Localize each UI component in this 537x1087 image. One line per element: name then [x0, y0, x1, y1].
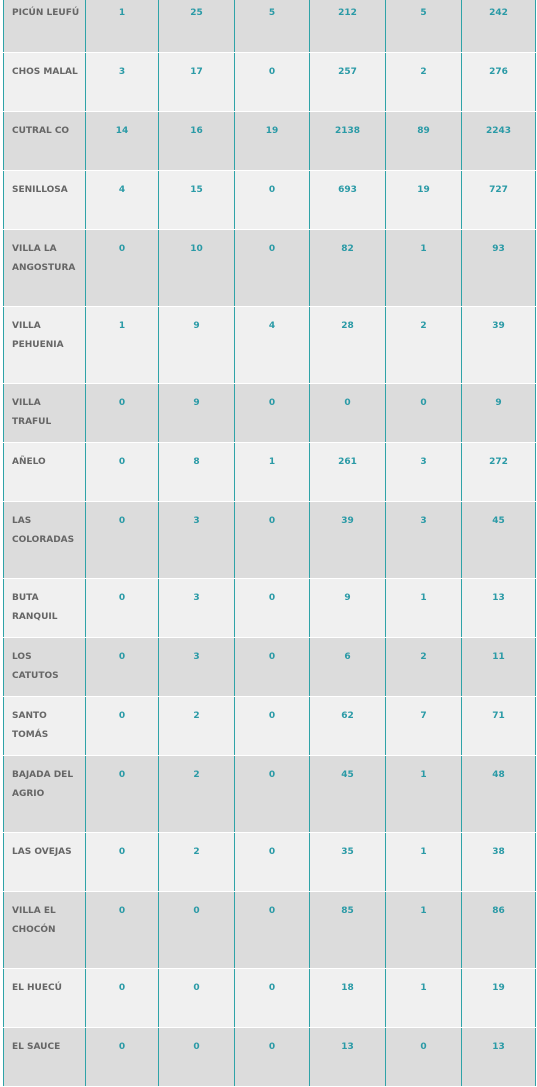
value-cell: 0: [86, 697, 159, 756]
value-cell: 0: [235, 579, 310, 638]
value-cell: 0: [386, 384, 462, 443]
value-cell: 1: [386, 230, 462, 307]
table-row: [4, 502, 536, 579]
total-cell: 9: [462, 384, 536, 443]
table-row: [4, 230, 536, 307]
value-cell: 13: [310, 1028, 386, 1087]
total-cell: 2243: [462, 112, 536, 171]
value-cell: 693: [310, 171, 386, 230]
total-cell: 19: [462, 969, 536, 1028]
value-cell: 25: [159, 0, 235, 53]
value-cell: 3: [86, 53, 159, 112]
value-cell: 0: [86, 638, 159, 697]
locality-name: SENILLOSA: [4, 171, 86, 230]
value-cell: 0: [235, 697, 310, 756]
locality-name: VILLA EL CHOCÓN: [4, 892, 86, 969]
locality-name: VILLA PEHUENIA: [4, 307, 86, 384]
total-cell: 727: [462, 171, 536, 230]
value-cell: 3: [159, 579, 235, 638]
table-row: [4, 969, 536, 1028]
total-cell: 38: [462, 833, 536, 892]
value-cell: 257: [310, 53, 386, 112]
value-cell: 0: [235, 833, 310, 892]
value-cell: 9: [310, 579, 386, 638]
locality-name: LAS OVEJAS: [4, 833, 86, 892]
value-cell: 1: [235, 443, 310, 502]
value-cell: 19: [386, 171, 462, 230]
locality-name: BAJADA DEL AGRIO: [4, 756, 86, 833]
value-cell: 62: [310, 697, 386, 756]
value-cell: 0: [235, 230, 310, 307]
value-cell: 0: [159, 969, 235, 1028]
value-cell: 89: [386, 112, 462, 171]
value-cell: 1: [386, 969, 462, 1028]
value-cell: 1: [386, 756, 462, 833]
table-row: [4, 443, 536, 502]
locality-name: PICÚN LEUFÚ: [4, 0, 86, 53]
cases-by-locality-table: [3, 0, 536, 1087]
value-cell: 5: [386, 0, 462, 53]
value-cell: 2: [386, 307, 462, 384]
value-cell: 2: [159, 833, 235, 892]
total-cell: 39: [462, 307, 536, 384]
table-row: [4, 53, 536, 112]
value-cell: 0: [86, 230, 159, 307]
locality-name: EL HUECÚ: [4, 969, 86, 1028]
value-cell: 0: [310, 384, 386, 443]
value-cell: 261: [310, 443, 386, 502]
total-cell: 242: [462, 0, 536, 53]
value-cell: 0: [86, 579, 159, 638]
value-cell: 0: [235, 969, 310, 1028]
value-cell: 3: [159, 502, 235, 579]
value-cell: 19: [235, 112, 310, 171]
locality-name: LAS COLORADAS: [4, 502, 86, 579]
locality-name: EL SAUCE: [4, 1028, 86, 1087]
value-cell: 18: [310, 969, 386, 1028]
value-cell: 9: [159, 307, 235, 384]
value-cell: 85: [310, 892, 386, 969]
total-cell: 276: [462, 53, 536, 112]
total-cell: 13: [462, 579, 536, 638]
table-row: [4, 697, 536, 756]
value-cell: 2138: [310, 112, 386, 171]
value-cell: 9: [159, 384, 235, 443]
value-cell: 0: [235, 756, 310, 833]
value-cell: 28: [310, 307, 386, 384]
value-cell: 0: [235, 1028, 310, 1087]
total-cell: 45: [462, 502, 536, 579]
table-row: [4, 307, 536, 384]
total-cell: 272: [462, 443, 536, 502]
total-cell: 71: [462, 697, 536, 756]
table-row: [4, 1028, 536, 1087]
table-row: [4, 579, 536, 638]
value-cell: 14: [86, 112, 159, 171]
locality-name: AÑELO: [4, 443, 86, 502]
locality-name: CUTRAL CO: [4, 112, 86, 171]
value-cell: 0: [86, 502, 159, 579]
locality-name: BUTA RANQUIL: [4, 579, 86, 638]
total-cell: 86: [462, 892, 536, 969]
value-cell: 3: [386, 443, 462, 502]
locality-name: CHOS MALAL: [4, 53, 86, 112]
value-cell: 82: [310, 230, 386, 307]
locality-name: LOS CATUTOS: [4, 638, 86, 697]
table-row: [4, 833, 536, 892]
value-cell: 212: [310, 0, 386, 53]
table-row: [4, 638, 536, 697]
total-cell: 13: [462, 1028, 536, 1087]
value-cell: 0: [235, 638, 310, 697]
table-row: [4, 384, 536, 443]
value-cell: 2: [159, 697, 235, 756]
value-cell: 16: [159, 112, 235, 171]
value-cell: 0: [235, 892, 310, 969]
value-cell: 0: [86, 1028, 159, 1087]
value-cell: 45: [310, 756, 386, 833]
locality-name: SANTO TOMÁS: [4, 697, 86, 756]
value-cell: 3: [386, 502, 462, 579]
value-cell: 7: [386, 697, 462, 756]
value-cell: 2: [159, 756, 235, 833]
value-cell: 0: [235, 53, 310, 112]
value-cell: 0: [86, 892, 159, 969]
table-row: [4, 0, 536, 53]
value-cell: 2: [386, 638, 462, 697]
value-cell: 0: [386, 1028, 462, 1087]
value-cell: 8: [159, 443, 235, 502]
value-cell: 0: [235, 171, 310, 230]
value-cell: 0: [86, 833, 159, 892]
table-row: [4, 112, 536, 171]
value-cell: 0: [86, 443, 159, 502]
value-cell: 39: [310, 502, 386, 579]
value-cell: 5: [235, 0, 310, 53]
value-cell: 17: [159, 53, 235, 112]
value-cell: 1: [386, 833, 462, 892]
total-cell: 93: [462, 230, 536, 307]
value-cell: 0: [86, 756, 159, 833]
table-row: [4, 171, 536, 230]
value-cell: 0: [235, 384, 310, 443]
value-cell: 6: [310, 638, 386, 697]
value-cell: 0: [159, 892, 235, 969]
value-cell: 1: [86, 307, 159, 384]
locality-name: VILLA LA ANGOSTURA: [4, 230, 86, 307]
locality-name: VILLA TRAFUL: [4, 384, 86, 443]
value-cell: 2: [386, 53, 462, 112]
table-row: [4, 756, 536, 833]
table-row: [4, 892, 536, 969]
value-cell: 0: [86, 384, 159, 443]
value-cell: 0: [159, 1028, 235, 1087]
value-cell: 0: [235, 502, 310, 579]
value-cell: 3: [159, 638, 235, 697]
value-cell: 1: [386, 579, 462, 638]
value-cell: 4: [86, 171, 159, 230]
value-cell: 0: [86, 969, 159, 1028]
value-cell: 1: [386, 892, 462, 969]
total-cell: 48: [462, 756, 536, 833]
value-cell: 1: [86, 0, 159, 53]
value-cell: 35: [310, 833, 386, 892]
value-cell: 10: [159, 230, 235, 307]
total-cell: 11: [462, 638, 536, 697]
value-cell: 4: [235, 307, 310, 384]
value-cell: 15: [159, 171, 235, 230]
